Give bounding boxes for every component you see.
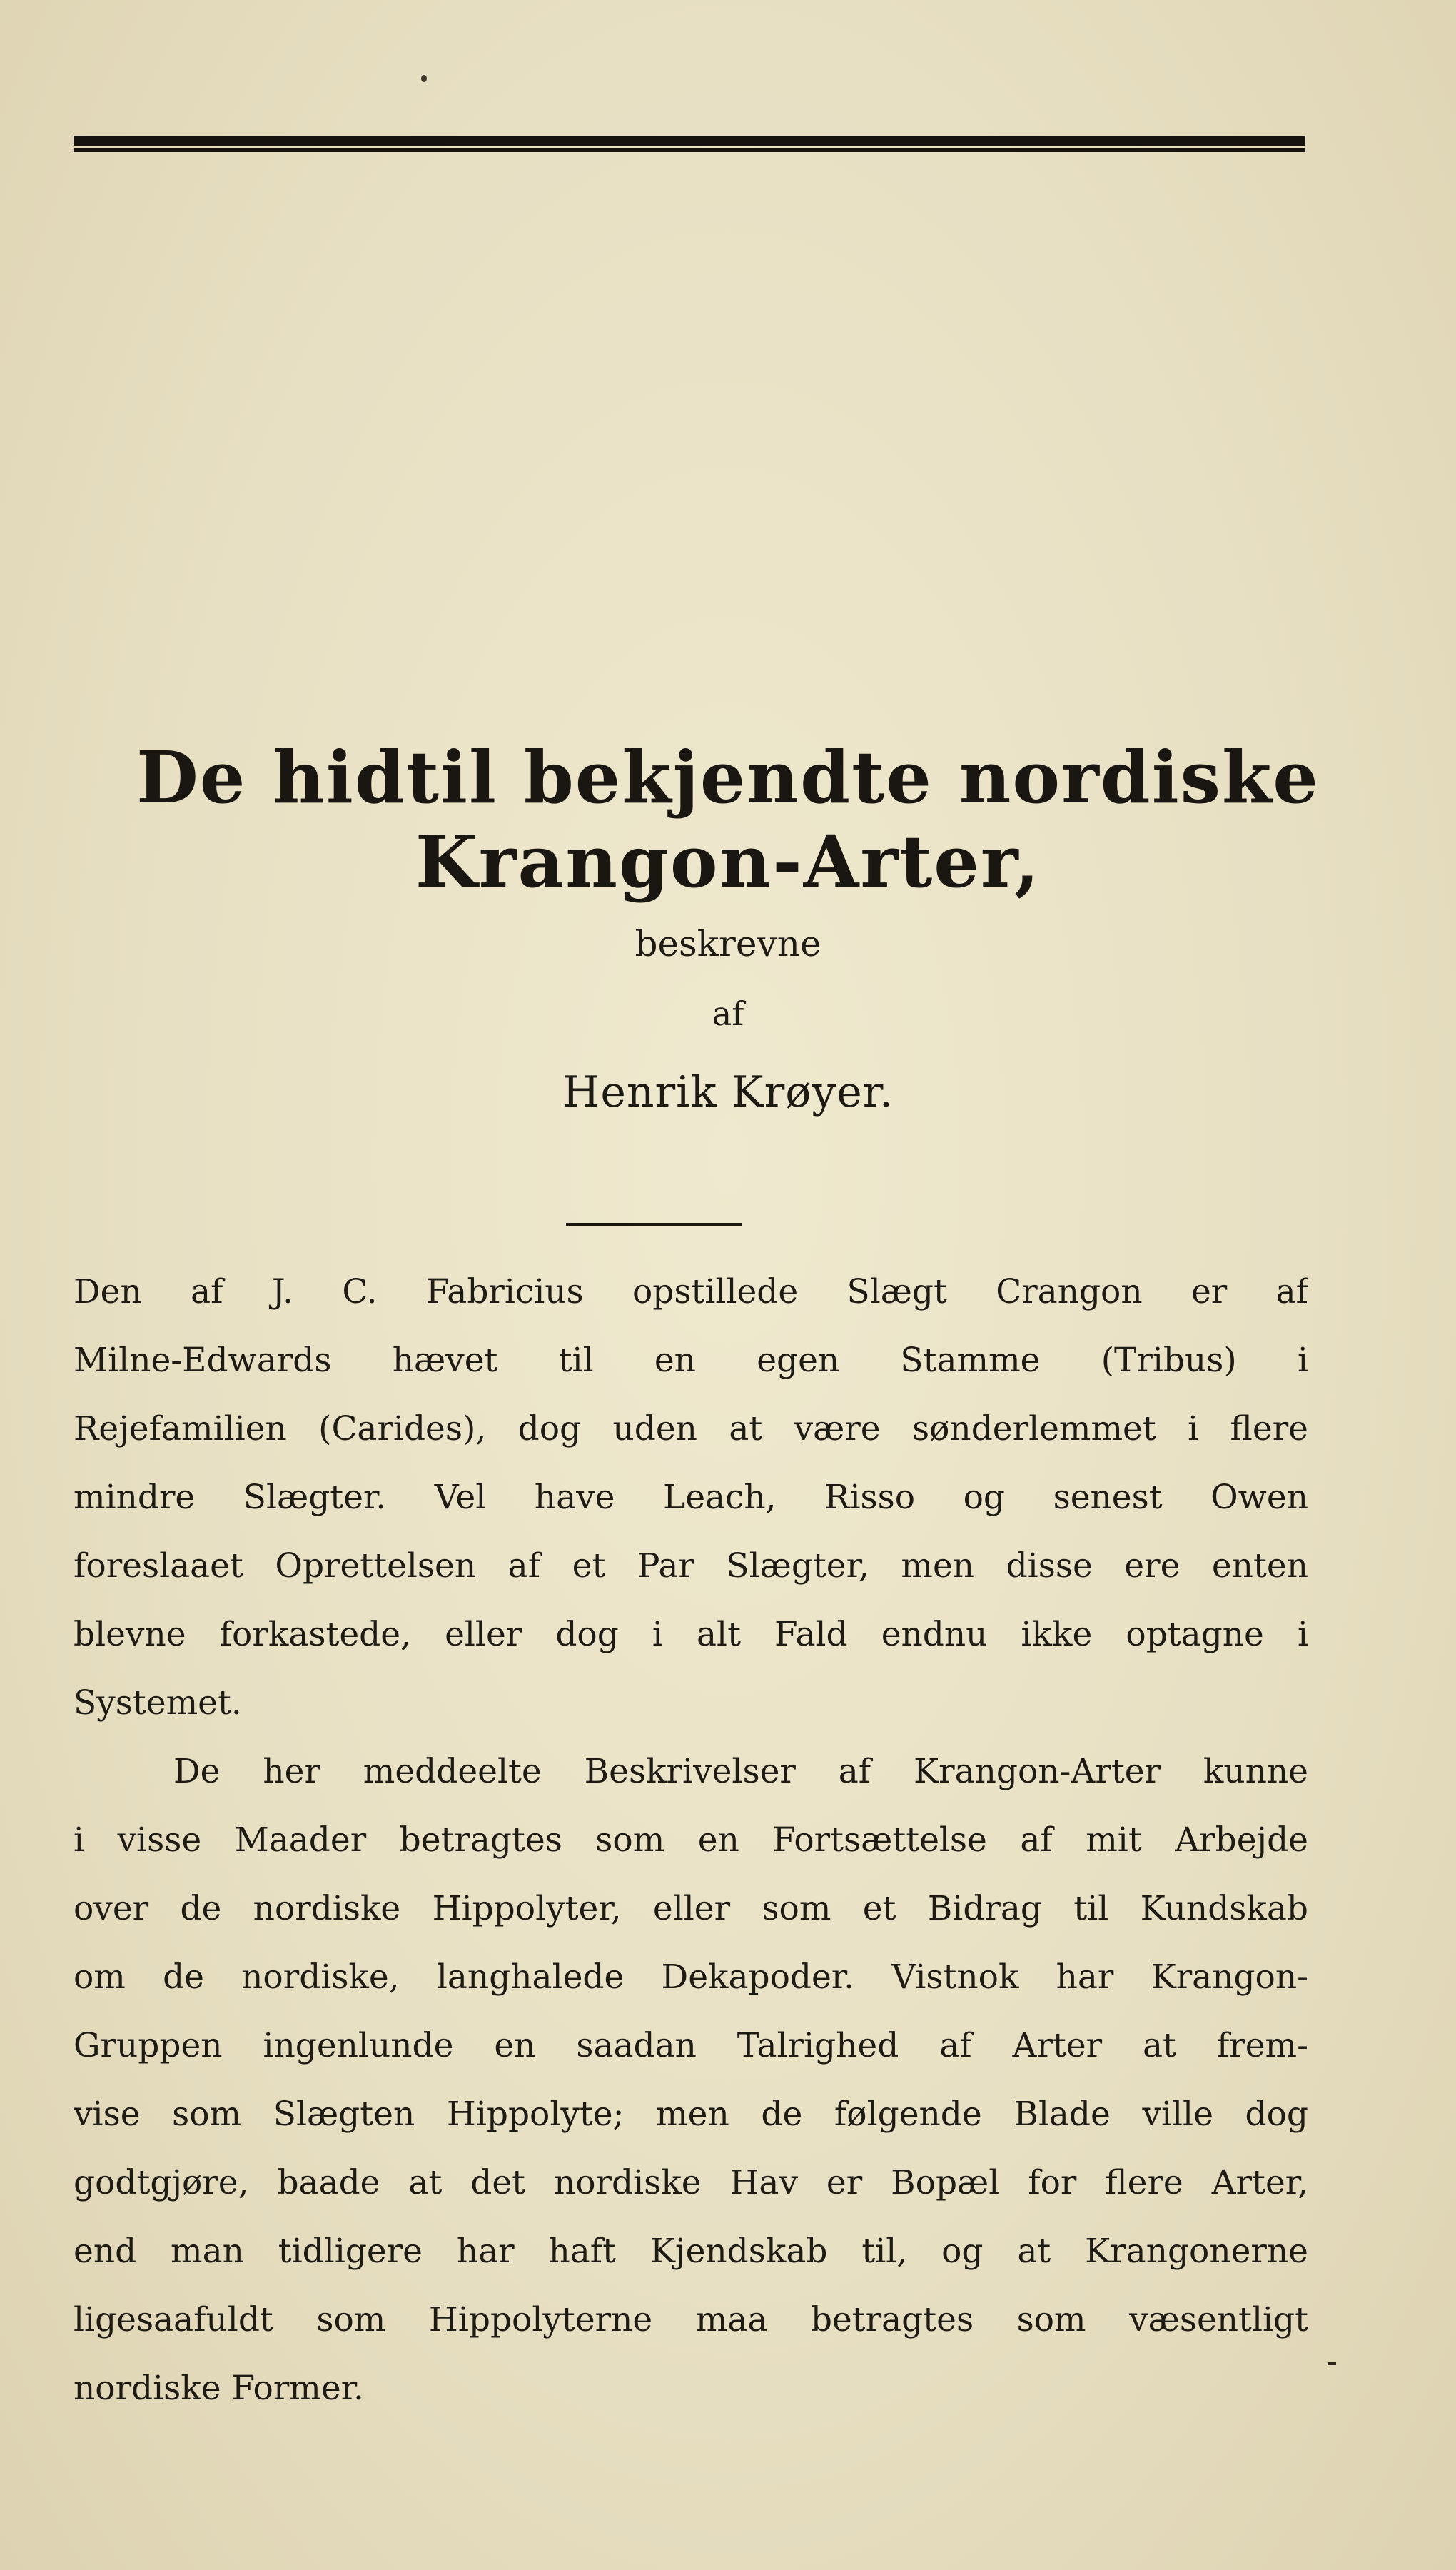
subtitle: beskrevne bbox=[635, 923, 821, 964]
text-line: godtgjøre, baade at det nordiske Hav er Bopæl for flere Arter, bbox=[74, 2163, 1308, 2202]
text-line: ligesaafuldt som Hippolyterne maa betragtes som væsentligt bbox=[74, 2300, 1308, 2339]
margin-mark bbox=[1328, 2362, 1336, 2365]
text-line: Systemet. bbox=[74, 1683, 242, 1723]
body-text bbox=[74, 1258, 1308, 2423]
text-line: Rejefamilien (Carides), dog uden at være sønderlemmet i flere bbox=[74, 1409, 1308, 1448]
ink-speck bbox=[421, 75, 427, 82]
text-line: i visse Maader betragtes som en Fortsættelse af mit Arbejde bbox=[74, 1820, 1308, 1860]
text-line: mindre Slægter. Vel have Leach, Risso og senest Owen bbox=[74, 1478, 1308, 1517]
title-line-2: Krangon-Arter, bbox=[415, 820, 1041, 904]
author-name: Henrik Krøyer. bbox=[562, 1067, 894, 1117]
text-line: om de nordiske, langhalede Dekapoder. Vistnok har Krangon- bbox=[74, 1957, 1308, 1997]
header-rule bbox=[74, 136, 1305, 153]
byline-af: af bbox=[712, 994, 744, 1033]
text-line: Den af J. C. Fabricius opstillede Slægt Crangon er af bbox=[74, 1272, 1308, 1311]
text-line: Gruppen ingenlunde en saadan Talrighed af Arter at frem- bbox=[74, 2026, 1308, 2065]
text-line: nordiske Former. bbox=[74, 2369, 364, 2408]
paragraph-1 bbox=[74, 1258, 1308, 1738]
text-line: blevne forkastede, eller dog i alt Fald endnu ikke optagne i bbox=[74, 1615, 1308, 1654]
header-rule-thin bbox=[74, 148, 1305, 152]
text-line: over de nordiske Hippolyter, eller som et Bidrag til Kundskab bbox=[74, 1889, 1308, 1928]
text-line: vise som Slægten Hippolyte; men de følgende Blade ville dog bbox=[74, 2095, 1308, 2134]
paragraph-2 bbox=[74, 1738, 1308, 2423]
text-line: foreslaaet Oprettelsen af et Par Slægter, men disse ere enten bbox=[74, 1546, 1308, 1586]
text-line: Milne-Edwards hævet til en egen Stamme (Tribus) i bbox=[74, 1341, 1308, 1380]
header-rule-thick bbox=[74, 136, 1305, 146]
title-block bbox=[0, 735, 1456, 1118]
section-divider bbox=[566, 1223, 742, 1226]
title-line-1: De hidtil bekjendte nordiske bbox=[136, 735, 1320, 820]
text-line: end man tidligere har haft Kjendskab til, og at Krangonerne bbox=[74, 2232, 1308, 2271]
text-line: De her meddeelte Beskrivelser af Krangon-Arter kunne bbox=[173, 1752, 1308, 1791]
